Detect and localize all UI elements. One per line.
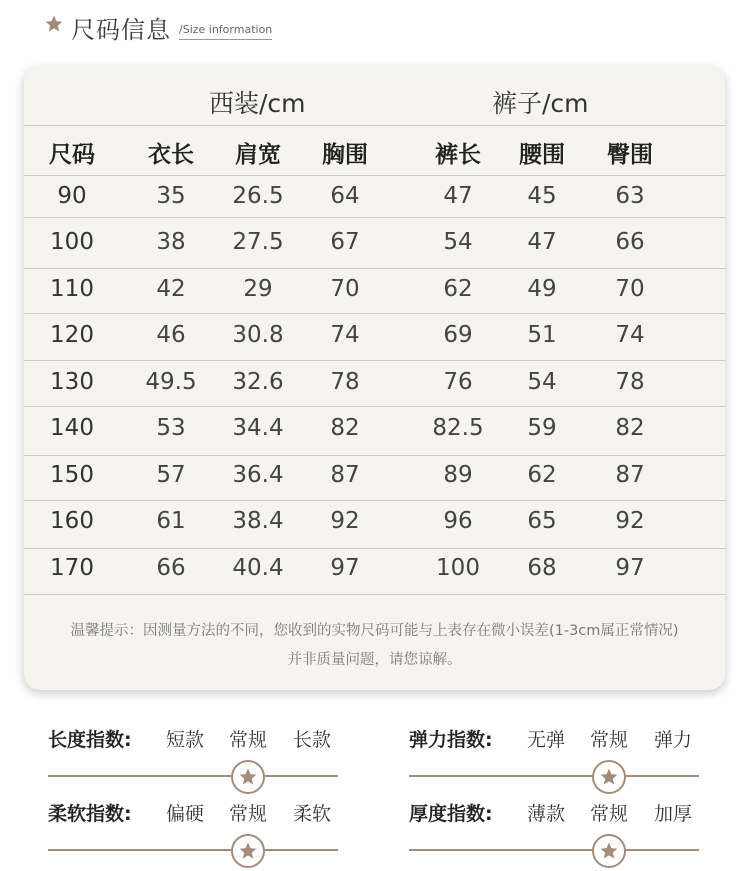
measure-cell: 45	[527, 183, 557, 209]
measure-cell: 70	[615, 276, 645, 302]
measure-cell: 78	[330, 369, 360, 395]
measure-cell: 54	[443, 229, 473, 255]
star-icon	[238, 841, 258, 861]
measure-cell: 26.5	[232, 183, 284, 209]
index-option: 常规	[228, 729, 267, 751]
measure-cell: 100	[436, 555, 480, 581]
measure-cell: 69	[443, 322, 473, 348]
size-cell: 160	[50, 508, 94, 534]
star-icon	[238, 767, 258, 787]
measure-cell: 49	[527, 276, 557, 302]
measure-cell: 92	[615, 508, 645, 534]
measure-cell: 46	[156, 322, 186, 348]
measure-cell: 40.4	[232, 555, 284, 581]
measure-cell: 66	[156, 555, 186, 581]
measure-cell: 49.5	[145, 369, 197, 395]
measure-cell: 68	[527, 555, 557, 581]
measure-cell: 59	[527, 415, 557, 441]
index-marker	[231, 760, 265, 794]
measure-cell: 78	[615, 369, 645, 395]
table-divider	[24, 406, 725, 407]
index-option: 常规	[589, 729, 628, 751]
size-cell: 170	[50, 555, 94, 581]
measure-cell: 63	[615, 183, 645, 209]
measure-cell: 27.5	[232, 229, 284, 255]
measure-cell: 65	[527, 508, 557, 534]
measure-cell: 82	[615, 415, 645, 441]
index-indicator	[409, 799, 699, 863]
size-note: 并非质量问题，请您谅解。	[287, 652, 462, 668]
index-track	[409, 849, 699, 851]
column-header: 裤长	[435, 142, 481, 168]
index-option: 长款	[292, 729, 331, 751]
measure-cell: 89	[443, 462, 473, 488]
measure-cell: 38.4	[232, 508, 284, 534]
index-label: 弹力指数:	[409, 729, 493, 751]
size-cell: 130	[50, 369, 94, 395]
measure-cell: 66	[615, 229, 645, 255]
measure-cell: 82.5	[432, 415, 484, 441]
measure-cell: 54	[527, 369, 557, 395]
column-header: 肩宽	[235, 142, 281, 168]
index-marker	[592, 760, 626, 794]
table-divider	[24, 268, 725, 269]
index-marker	[592, 834, 626, 868]
table-divider	[24, 125, 725, 126]
measure-cell: 97	[330, 555, 360, 581]
table-divider	[24, 548, 725, 549]
measure-cell: 53	[156, 415, 186, 441]
index-option: 常规	[228, 803, 267, 825]
index-label: 柔软指数:	[48, 803, 132, 825]
measure-cell: 70	[330, 276, 360, 302]
index-option: 薄款	[526, 803, 565, 825]
measure-cell: 36.4	[232, 462, 284, 488]
table-divider	[24, 500, 725, 501]
index-marker	[231, 834, 265, 868]
measure-cell: 30.8	[232, 322, 284, 348]
index-option: 无弹	[526, 729, 565, 751]
measure-cell: 34.4	[232, 415, 284, 441]
measure-cell: 47	[527, 229, 557, 255]
column-header: 臀围	[607, 142, 653, 168]
size-cell: 110	[50, 276, 94, 302]
table-divider	[24, 313, 725, 314]
index-label: 长度指数:	[48, 729, 132, 751]
measure-cell: 35	[156, 183, 186, 209]
column-header: 腰围	[519, 142, 565, 168]
measure-cell: 62	[527, 462, 557, 488]
index-track	[48, 849, 338, 851]
measure-cell: 96	[443, 508, 473, 534]
measure-cell: 74	[615, 322, 645, 348]
column-header: 胸围	[322, 142, 368, 168]
table-divider	[24, 455, 725, 456]
table-divider	[24, 217, 725, 218]
star-icon	[44, 14, 64, 34]
star-icon	[599, 767, 619, 787]
measure-cell: 64	[330, 183, 360, 209]
index-option: 加厚	[653, 803, 692, 825]
pants-group-title: 裤子/cm	[492, 89, 589, 118]
measure-cell: 74	[330, 322, 360, 348]
index-label: 厚度指数:	[409, 803, 493, 825]
measure-cell: 87	[330, 462, 360, 488]
table-divider	[24, 360, 725, 361]
star-icon	[599, 841, 619, 861]
measure-cell: 51	[527, 322, 557, 348]
size-table-card	[24, 66, 725, 690]
size-cell: 100	[50, 229, 94, 255]
size-cell: 150	[50, 462, 94, 488]
index-option: 常规	[589, 803, 628, 825]
size-cell: 90	[57, 183, 87, 209]
index-track	[409, 775, 699, 777]
index-option: 短款	[165, 729, 204, 751]
column-header: 衣长	[148, 142, 194, 168]
measure-cell: 92	[330, 508, 360, 534]
column-header: 尺码	[49, 142, 95, 168]
measure-cell: 57	[156, 462, 186, 488]
size-cell: 140	[50, 415, 94, 441]
index-indicator	[409, 725, 699, 789]
measure-cell: 62	[443, 276, 473, 302]
measure-cell: 29	[243, 276, 273, 302]
table-divider	[24, 175, 725, 176]
measure-cell: 82	[330, 415, 360, 441]
measure-cell: 32.6	[232, 369, 284, 395]
measure-cell: 67	[330, 229, 360, 255]
size-cell: 120	[50, 322, 94, 348]
index-option: 柔软	[292, 803, 331, 825]
table-divider	[24, 594, 725, 595]
index-indicator	[48, 799, 338, 863]
index-indicator	[48, 725, 338, 789]
measure-cell: 38	[156, 229, 186, 255]
index-option: 偏硬	[165, 803, 204, 825]
size-note: 温馨提示：因测量方法的不同，您收到的实物尺码可能与上表存在微小误差(1-3cm属正常情况)	[70, 623, 679, 639]
measure-cell: 76	[443, 369, 473, 395]
measure-cell: 47	[443, 183, 473, 209]
section-title: 尺码信息	[71, 16, 171, 44]
suit-group-title: 西装/cm	[209, 89, 306, 118]
index-track	[48, 775, 338, 777]
measure-cell: 61	[156, 508, 186, 534]
index-option: 弹力	[653, 729, 692, 751]
measure-cell: 97	[615, 555, 645, 581]
measure-cell: 42	[156, 276, 186, 302]
section-subtitle: /Size information	[179, 23, 272, 40]
measure-cell: 87	[615, 462, 645, 488]
